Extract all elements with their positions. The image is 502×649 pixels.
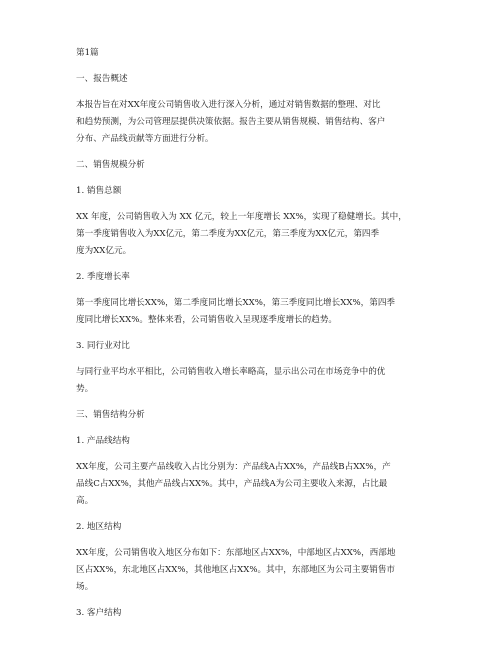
subheading-industry-comparison: 3. 同行业对比 — [76, 341, 130, 351]
document-content — [76, 45, 436, 622]
subheading-quarterly-growth: 2. 季度增长率 — [76, 272, 130, 282]
section-heading-overview: 一、报告概述 — [76, 74, 128, 84]
paragraph-line: 第一季度同比增长XX%，第二季度同比增长XX%，第三季度同比增长XX%，第四季 — [76, 298, 396, 308]
section-heading-sales-structure: 三、销售结构分析 — [76, 410, 145, 420]
regional-paragraph — [76, 545, 436, 596]
subheading-regional: 2. 地区结构 — [76, 522, 122, 532]
quarterly-growth-paragraph — [76, 295, 436, 329]
industry-comparison-paragraph — [76, 364, 436, 398]
paragraph-line: 度同比增长XX%。整体来看，公司销售收入呈现逐季度增长的趋势。 — [76, 315, 338, 325]
subheading-total-sales: 1. 销售总额 — [76, 186, 122, 196]
page-label: 第1篇 — [76, 48, 99, 58]
paragraph-line: 高。 — [76, 496, 94, 506]
paragraph-line: 分布、产品线贡献等方面进行分析。 — [76, 134, 214, 144]
paragraph-line: XX年度，公司主要产品线收入占比分别为：产品线A占XX%，产品线B占XX%，产 — [76, 462, 391, 472]
paragraph-line: XX年度，公司销售收入地区分布如下：东部地区占XX%，中部地区占XX%，西部地 — [76, 548, 396, 558]
paragraph-line: 场。 — [76, 582, 94, 592]
paragraph-line: XX 年度，公司销售收入为 XX 亿元，较上一年度增长 XX%，实现了稳健增长。其中， — [76, 212, 407, 222]
subheading-customer-structure: 3. 客户结构 — [76, 608, 122, 618]
paragraph-line: 与同行业平均水平相比，公司销售收入增长率略高，显示出公司在市场竞争中的优 — [76, 367, 386, 377]
paragraph-line: 第一季度销售收入为XX亿元，第二季度为XX亿元，第三季度为XX亿元，第四季 — [76, 229, 380, 239]
section-heading-sales-scale: 二、销售规模分析 — [76, 160, 145, 170]
paragraph-line: 和趋势预测，为公司管理层提供决策依据。报告主要从销售规模、销售结构、客户 — [76, 117, 386, 127]
overview-paragraph — [76, 97, 436, 148]
paragraph-line: 势。 — [76, 384, 94, 394]
paragraph-line: 本报告旨在对XX年度公司销售收入进行深入分析，通过对销售数据的整理、对比 — [76, 100, 381, 110]
product-line-paragraph — [76, 459, 436, 510]
subheading-product-line: 1. 产品线结构 — [76, 436, 130, 446]
paragraph-line: 品线C占XX%，其他产品线占XX%。其中，产品线A为公司主要收入来源，占比最 — [76, 479, 388, 489]
total-sales-paragraph — [76, 209, 436, 260]
paragraph-line: 度为XX亿元。 — [76, 246, 132, 256]
paragraph-line: 区占XX%，东北地区占XX%，其他地区占XX%。其中，东部地区为公司主要销售市 — [76, 565, 396, 575]
